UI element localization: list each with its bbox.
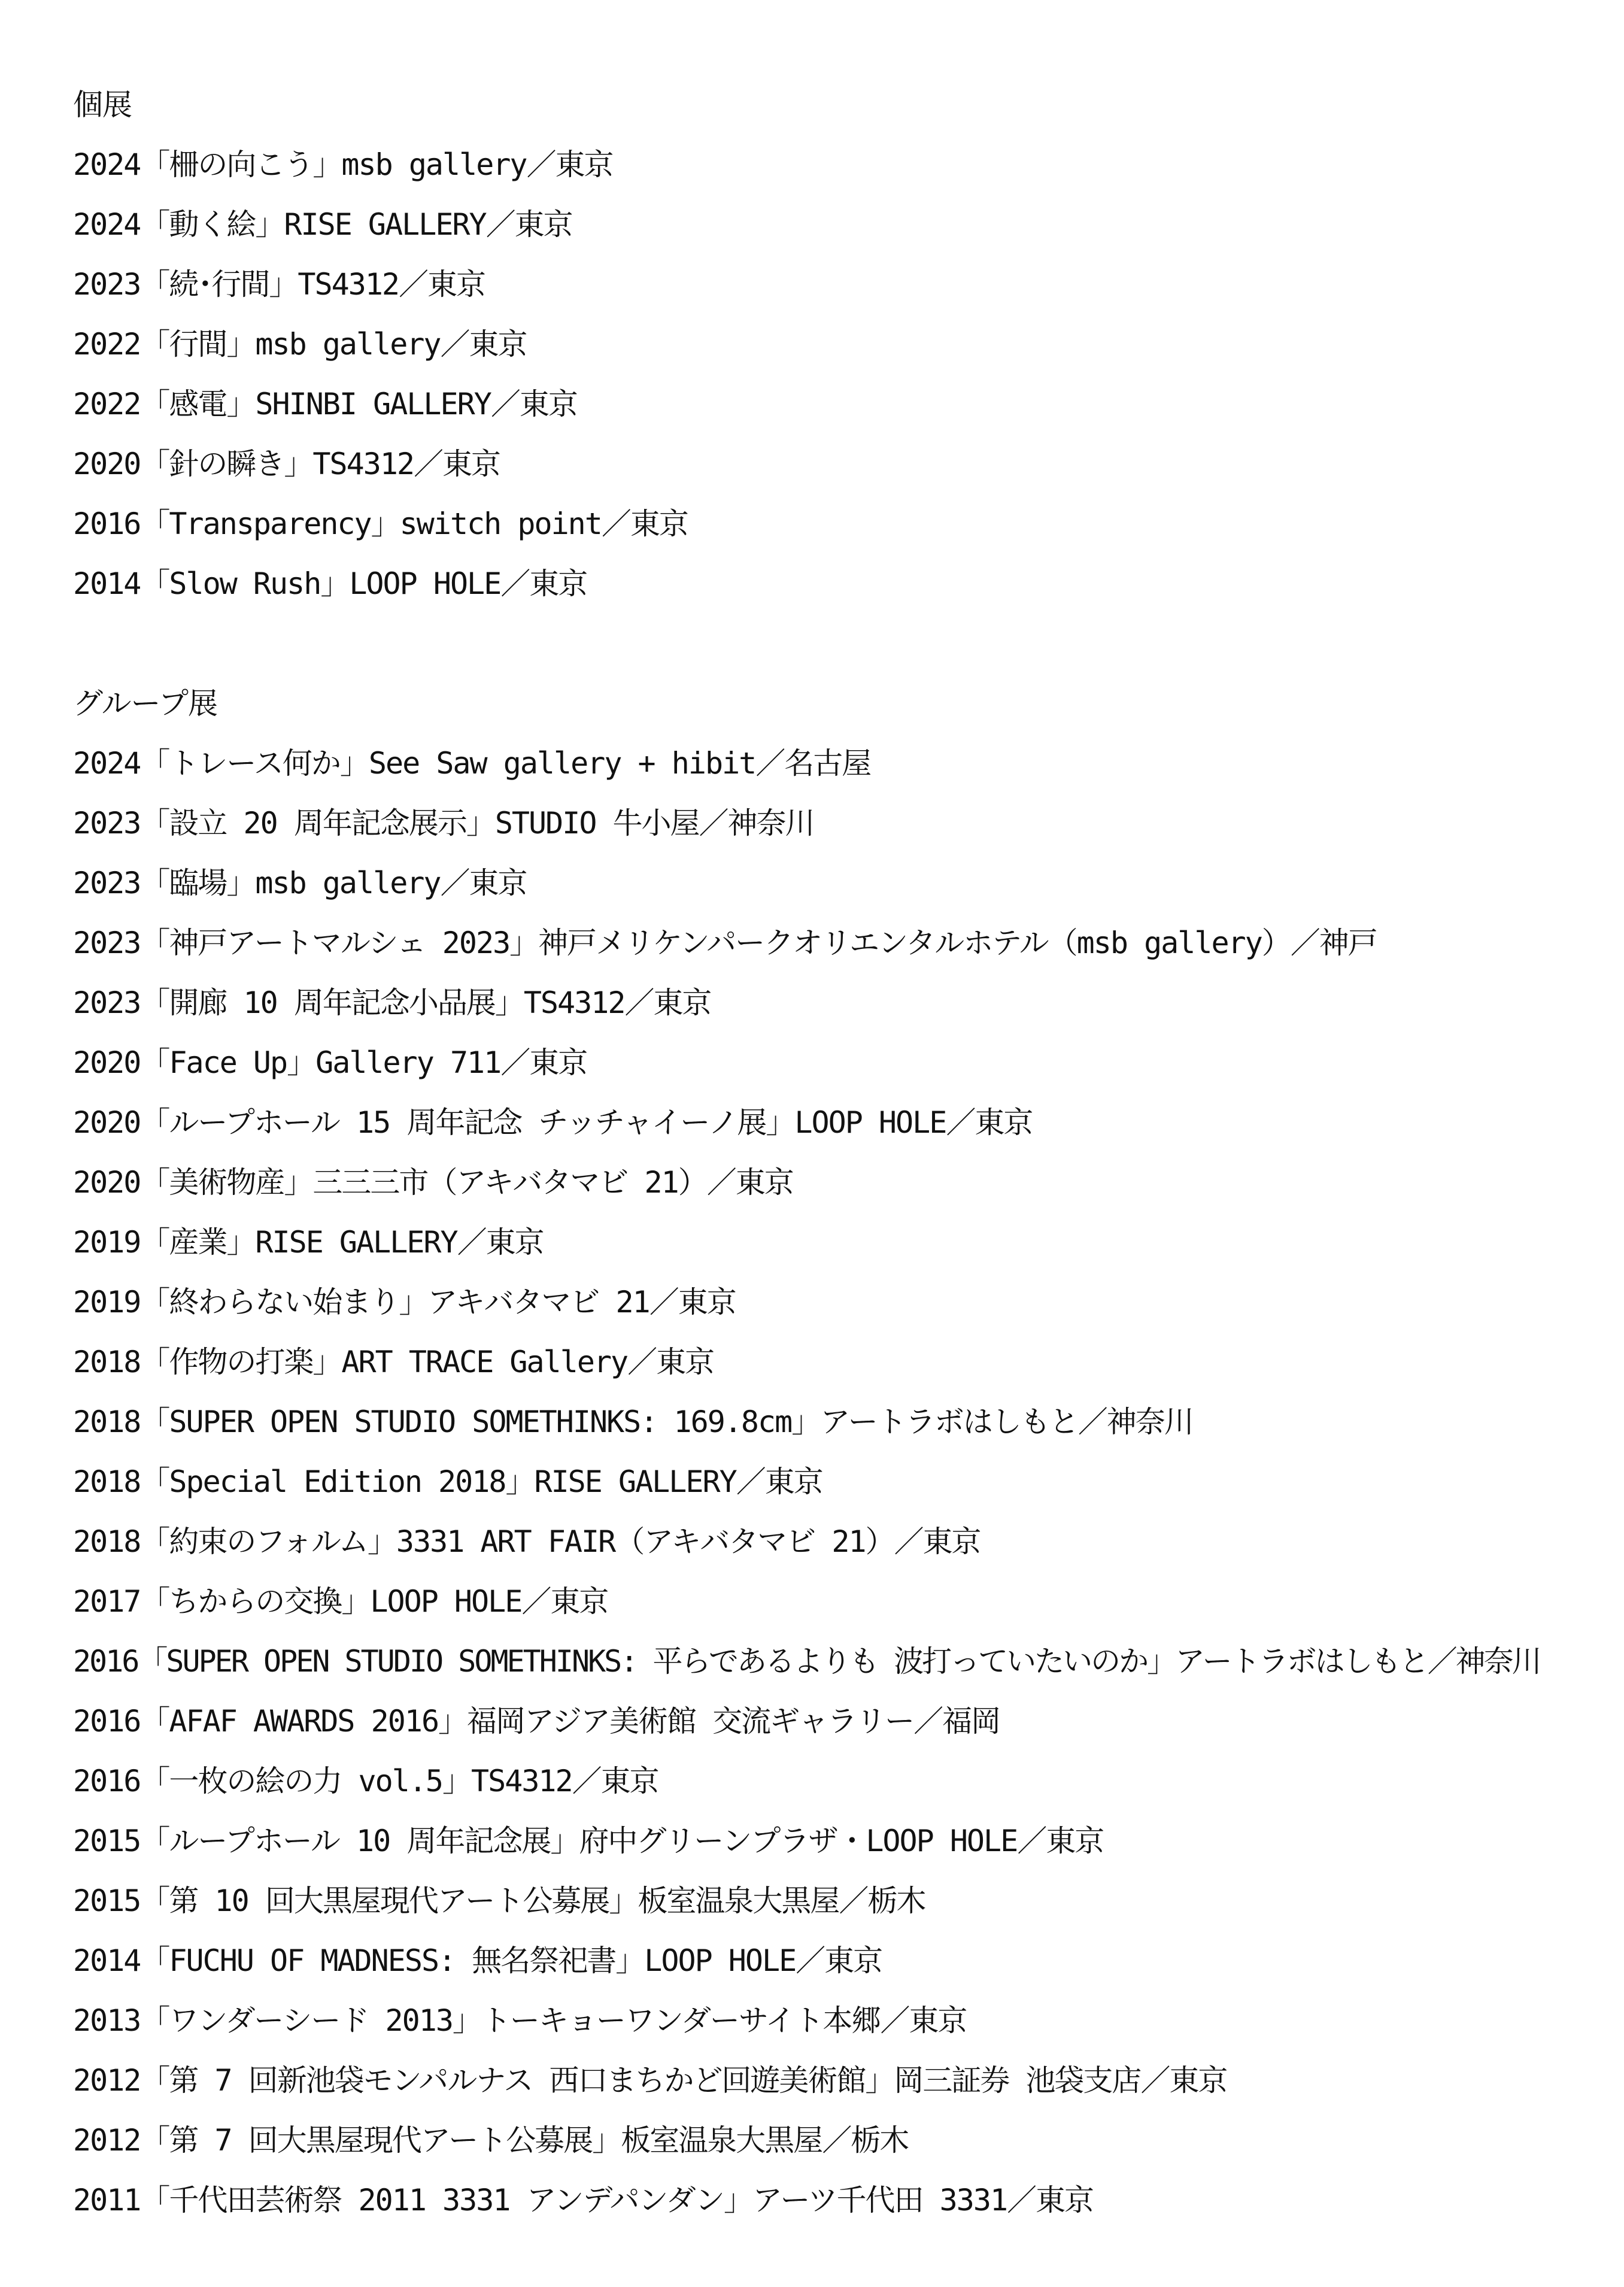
- exhibition-history: [73, 75, 1593, 2230]
- group-exhibition-item: 2018「作物の打楽」ART TRACE Gallery／東京: [73, 1345, 714, 1379]
- group-exhibition-item: 2015「ループホール 10 周年記念展」府中グリーンプラザ・LOOP HOLE／東京: [73, 1824, 1104, 1858]
- group-exhibition-item: 2023「開廊 10 周年記念小品展」TS4312／東京: [73, 985, 711, 1020]
- solo-exhibition-item: 2020「針の瞬き」TS4312／東京: [73, 447, 500, 481]
- group-exhibition-item: 2018「Special Edition 2018」RISE GALLERY／東京: [73, 1464, 822, 1499]
- group-exhibition-item: 2023「臨場」msb gallery／東京: [73, 866, 527, 900]
- solo-exhibition-item: 2016「Transparency」switch point／東京: [73, 506, 688, 541]
- group-exhibition-item: 2018「SUPER OPEN STUDIO SOMETHINKS: 169.8cm」アートラボはしもと／神奈川: [73, 1405, 1193, 1439]
- solo-exhibition-item: 2024「柵の向こう」msb gallery／東京: [73, 147, 613, 182]
- group-exhibitions-section: [73, 674, 1593, 2230]
- group-exhibition-item: 2012「第 7 回新池袋モンパルナス 西口まちかど回遊美術館」岡三証券 池袋支店／東京: [73, 2063, 1227, 2098]
- group-exhibition-item: 2016「SUPER OPEN STUDIO SOMETHINKS: 平らであるよりも 波打っていたいのか」アートラボはしもと／神奈川: [73, 1644, 1540, 1679]
- group-exhibition-item: 2020「Face Up」Gallery 711／東京: [73, 1045, 587, 1080]
- group-exhibition-item: 2016「AFAF AWARDS 2016」福岡アジア美術館 交流ギャラリー／福岡: [73, 1704, 1000, 1739]
- group-exhibition-item: 2014「FUCHU OF MADNESS: 無名祭祀書」LOOP HOLE／東京: [73, 1943, 882, 1978]
- group-exhibition-item: 2012「第 7 回大黒屋現代アート公募展」板室温泉大黒屋／栃木: [73, 2123, 909, 2158]
- group-exhibition-item: 2017「ちからの交換」LOOP HOLE／東京: [73, 1584, 608, 1619]
- group-exhibition-item: 2023「設立 20 周年記念展示」STUDIO 牛小屋／神奈川: [73, 806, 814, 841]
- group-exhibition-item: 2020「ループホール 15 周年記念 チッチャイーノ展」LOOP HOLE／東京: [73, 1105, 1033, 1140]
- solo-exhibitions-heading: 個展: [73, 87, 132, 122]
- group-exhibition-item: 2011「千代田芸術祭 2011 3331 アンデパンダン」アーツ千代田 3331／東京: [73, 2183, 1094, 2218]
- solo-exhibition-item: 2014「Slow Rush」LOOP HOLE／東京: [73, 566, 587, 601]
- group-exhibition-item: 2024「トレース何か」See Saw gallery + hibit／名古屋: [73, 746, 871, 781]
- group-exhibition-item: 2018「約束のフォルム」3331 ART FAIR（アキバタマビ 21）／東京: [73, 1524, 981, 1559]
- group-exhibition-item: 2020「美術物産」三三三市（アキバタマビ 21）／東京: [73, 1165, 793, 1200]
- group-exhibition-item: 2023「神戸アートマルシェ 2023」神戸メリケンパークオリエンタルホテル（msb gallery）／神戸: [73, 926, 1377, 960]
- solo-exhibition-item: 2022「行間」msb gallery／東京: [73, 327, 527, 362]
- group-exhibition-item: 2015「第 10 回大黒屋現代アート公募展」板室温泉大黒屋／栃木: [73, 1883, 925, 1918]
- group-exhibition-item: 2019「終わらない始まり」アキバタマビ 21／東京: [73, 1285, 736, 1320]
- section-spacer: [73, 614, 1593, 674]
- group-exhibitions-heading: グループ展: [73, 686, 217, 721]
- group-exhibition-item: 2013「ワンダーシード 2013」トーキョーワンダーサイト本郷／東京: [73, 2003, 967, 2038]
- group-exhibition-item: 2019「産業」RISE GALLERY／東京: [73, 1225, 544, 1260]
- group-exhibition-item: 2016「一枚の絵の力 vol.5」TS4312／東京: [73, 1764, 658, 1798]
- solo-exhibitions-section: [73, 75, 1593, 614]
- solo-exhibition-item: 2024「動く絵」RISE GALLERY／東京: [73, 207, 572, 242]
- solo-exhibition-item: 2022「感電」SHINBI GALLERY／東京: [73, 387, 577, 421]
- solo-exhibition-item: 2023「続･行間」TS4312／東京: [73, 267, 485, 302]
